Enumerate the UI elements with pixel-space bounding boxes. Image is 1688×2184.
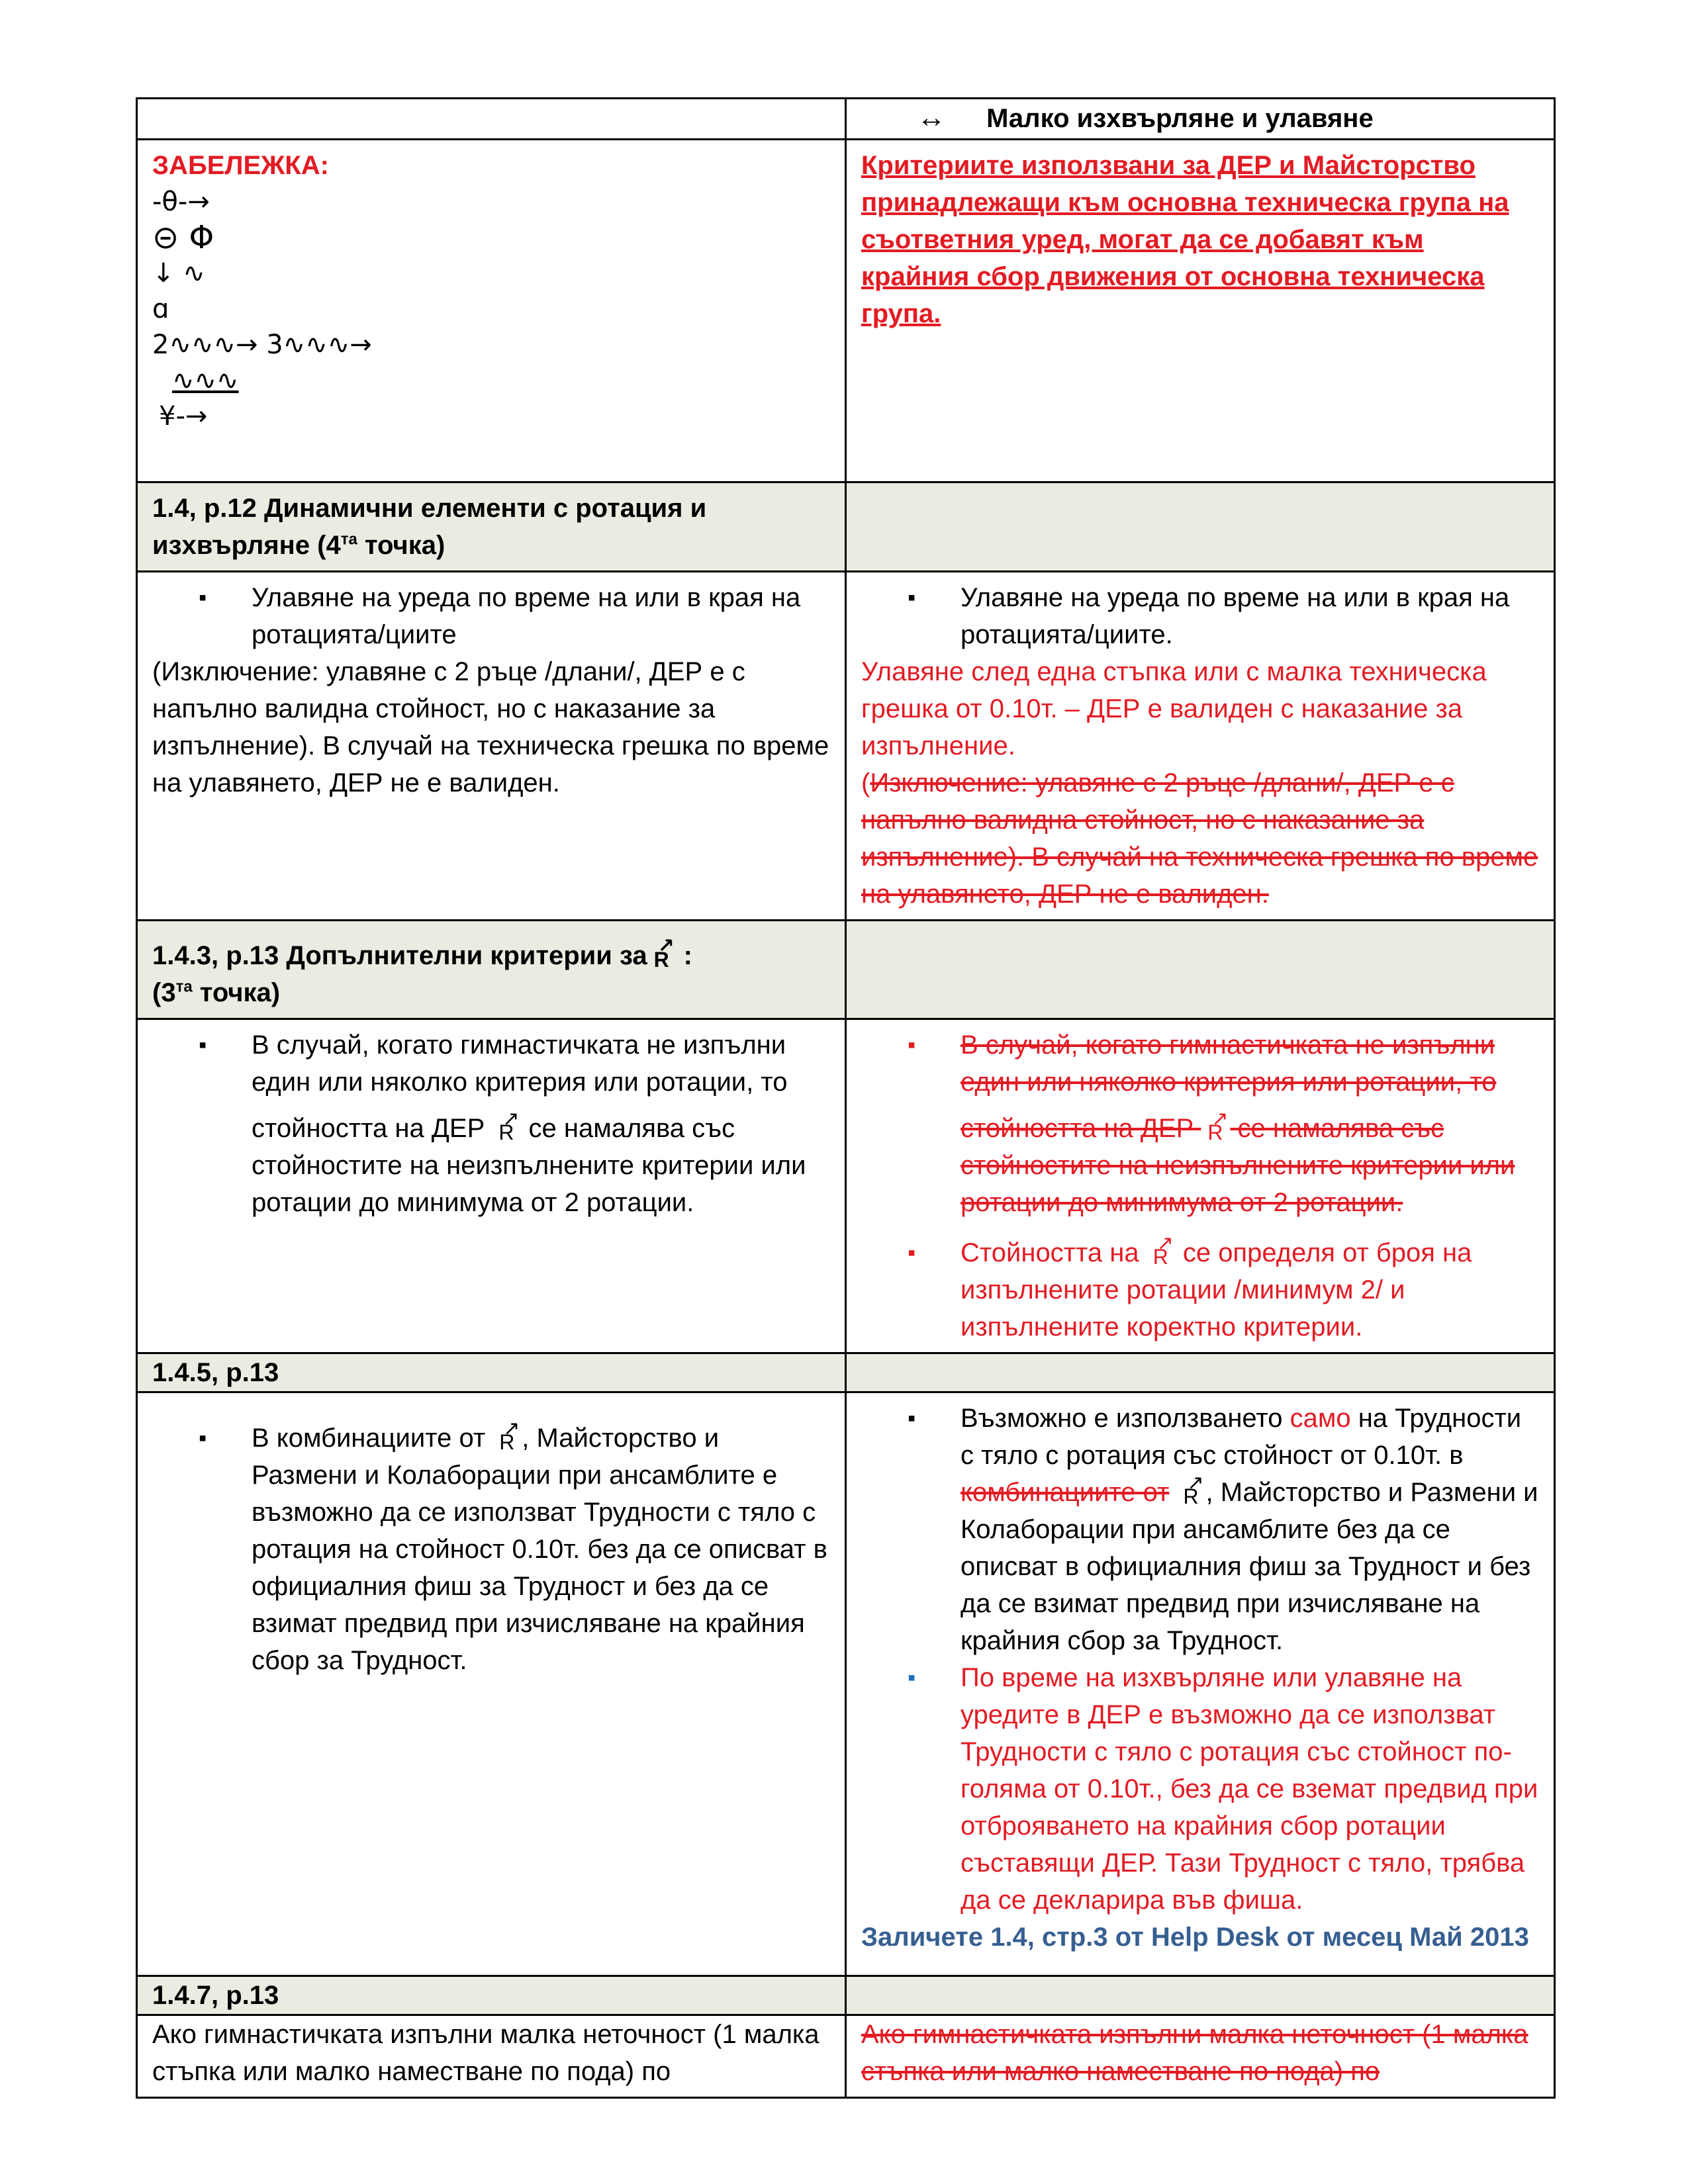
row-content-1-4-5: [137, 1392, 1555, 1976]
r-rotation-icon: [1147, 1234, 1176, 1271]
content-1-4-3-left: [137, 1019, 846, 1353]
bullet-catch-right: ▪ Улавяне на уреда по време на или в края на ротацията/циите.: [861, 579, 1539, 653]
symbol-down-wave-icon: ↓ ∿: [152, 258, 205, 289]
content-1-4-5-right: [846, 1392, 1555, 1976]
bullet-throw-catch-rule: ▪ По време на изхвърляне или улавяне на уредите в ДЕР е възможно да се използват Трудности с тяло с ротация със стойност по-голяма от 0.10т., без да се вземат предвид при отброяването на крайния сбор ротации съставящи ДЕР. Тази Трудност с тяло, трябва да се декларира във фиша.: [861, 1659, 1539, 1919]
bullet-combinations-left: ▪ В комбинациите от R ↗ , Майсторство и Размени и Колаборации при ансамблите е възможно да се използват Трудности с тяло с ротация на стойност 0.10т. без да се описват в официалния фиш за Трудност и без да се взимат предвид при изчисляване на крайния сбор за Трудност.: [152, 1420, 830, 1679]
row-heading-1-4-5: [137, 1353, 1555, 1392]
symbol-throw-icon: -θ-→: [152, 187, 210, 217]
heading-empty: [846, 1976, 1555, 2015]
bullet-catch-left: ▪ Улавяне на уреда по време на или в края на ротацията/циите: [152, 579, 830, 653]
row-heading-1-4: [137, 482, 1555, 572]
deleted-exception: (Изключение: улавяне с 2 ръце /длани/, ДЕР е с напълно валидна стойност, но с наказание за изпълнение). В случай на техническа грешка по време на улавянето, ДЕР не е валиден.: [861, 768, 1538, 909]
note-cell: [137, 140, 846, 482]
notation-symbols: [152, 184, 830, 434]
r-rotation-icon: [1176, 1474, 1205, 1511]
heading-1-4-3: 1.4.3, р.13 Допълнителни критерии заR ↗ : ($3^{та}$ точка): [137, 921, 846, 1019]
bullet-value-rule: ▪ Стойността на R ↗ се определя от броя на изпълнените ротации /минимум 2/ и изпълнените коректно критерии.: [861, 1234, 1539, 1345]
help-desk-note: Заличете 1.4, стр.3 от Help Desk от месец Май 2013: [861, 1923, 1529, 1952]
heading-empty: [846, 1353, 1555, 1392]
row-heading-1-4-3: [137, 921, 1555, 1019]
note-label: ЗАБЕЛЕЖКА:: [152, 151, 329, 180]
column-title: Малко изхвърляне и улавяне: [986, 104, 1374, 133]
row-content-1-4: [137, 572, 1555, 921]
exception-text: (Изключение: улавяне с 2 ръце /длани/, ДЕР е с напълно валидна стойност, но с наказание за изпълнение). В случай на техническа грешка по време на улавянето, ДЕР не е валиден.: [152, 657, 829, 797]
bullet-criteria-left: ▪ В случай, когато гимнастичката не изпълни един или няколко критерия или ротации, то: [152, 1026, 830, 1101]
row-note: [137, 140, 1555, 482]
note-right-cell: [846, 140, 1555, 482]
symbol-rolls-icon: 2∿∿∿→ 3∿∿∿→: [152, 330, 372, 360]
criteria-left-cont: стойността на ДЕР R ↗ се намалява със стойностите на неизпълнените критерии или ротации до минимума от 2 ротации.: [152, 1110, 830, 1221]
catch-new-rule: Улавяне след една стъпка или с малка техническа грешка от 0.10т. – ДЕР е валиден с наказание за изпълнение.: [861, 657, 1487, 760]
content-1-4-3-right: [846, 1019, 1555, 1353]
r-rotation-icon: [647, 937, 677, 974]
r-rotation-icon: [1201, 1110, 1230, 1147]
content-1-4-7-right: Ако гимнастичката изпълни малка неточност (1 малка стъпка или малко наместване по пода) по: [846, 2015, 1555, 2098]
empty-cell: [137, 99, 846, 140]
symbol-circle-phi-icon: ⊝ Φ: [152, 219, 214, 256]
symbol-roll-underline-icon: ∿∿∿: [172, 365, 239, 396]
note-right-text: Критериите използвани за ДЕР и Майсторство принадлежащи към основна техническа група на съответния уред, могат да се добавят към крайния сбор движения от основна техническа група.: [861, 151, 1509, 328]
content-1-4-left: [137, 572, 846, 921]
row-title: [137, 99, 1555, 140]
content-1-4-7-left: Ако гимнастичката изпълни малка неточност (1 малка стъпка или малко наместване по пода) по: [137, 2015, 846, 2098]
symbol-turn-icon: ɑ: [152, 294, 169, 324]
row-content-1-4-7: [137, 2015, 1555, 2098]
content-1-4-5-left: [137, 1392, 846, 1976]
deleted-criteria: ▪ В случай, когато гимнастичката не изпълни един или няколко критерия или ротации, то: [861, 1026, 1539, 1101]
r-rotation-icon: [492, 1110, 521, 1147]
heading-empty: [846, 921, 1555, 1019]
heading-1-4-5: 1.4.5, р.13: [137, 1353, 846, 1392]
double-arrow-icon: ↔: [917, 101, 946, 134]
heading-1-4-7: 1.4.7, р.13: [137, 1976, 846, 2015]
rules-table: [136, 97, 1556, 2099]
heading-1-4: 1.4, р.12 Динамични елементи с ротация и изхвърляне ($4^{та}$ точка): [137, 482, 846, 572]
heading-empty: [846, 482, 1555, 572]
content-1-4-right: [846, 572, 1555, 921]
symbol-catch-icon: ¥-→: [159, 401, 208, 432]
deleted-criteria-cont: стойността на ДЕР R ↗ се намалява със стойностите на неизпълнените критерии или ротации до минимума от 2 ротации.: [861, 1110, 1539, 1221]
row-heading-1-4-7: [137, 1976, 1555, 2015]
bullet-combinations-right: ▪ Възможно е използването само на Трудности с тяло с ротация със стойност от 0.10т. в комбинациите от R ↗ , Майсторство и Размени и Колаборации при ансамблите без да се описват в официалния фиш за Трудност и без да се взимат предвид при изчисляване на крайния сбор за Трудност.: [861, 1400, 1539, 1659]
r-rotation-icon: [492, 1420, 522, 1457]
row-content-1-4-3: [137, 1019, 1555, 1353]
title-cell: [846, 99, 1555, 140]
